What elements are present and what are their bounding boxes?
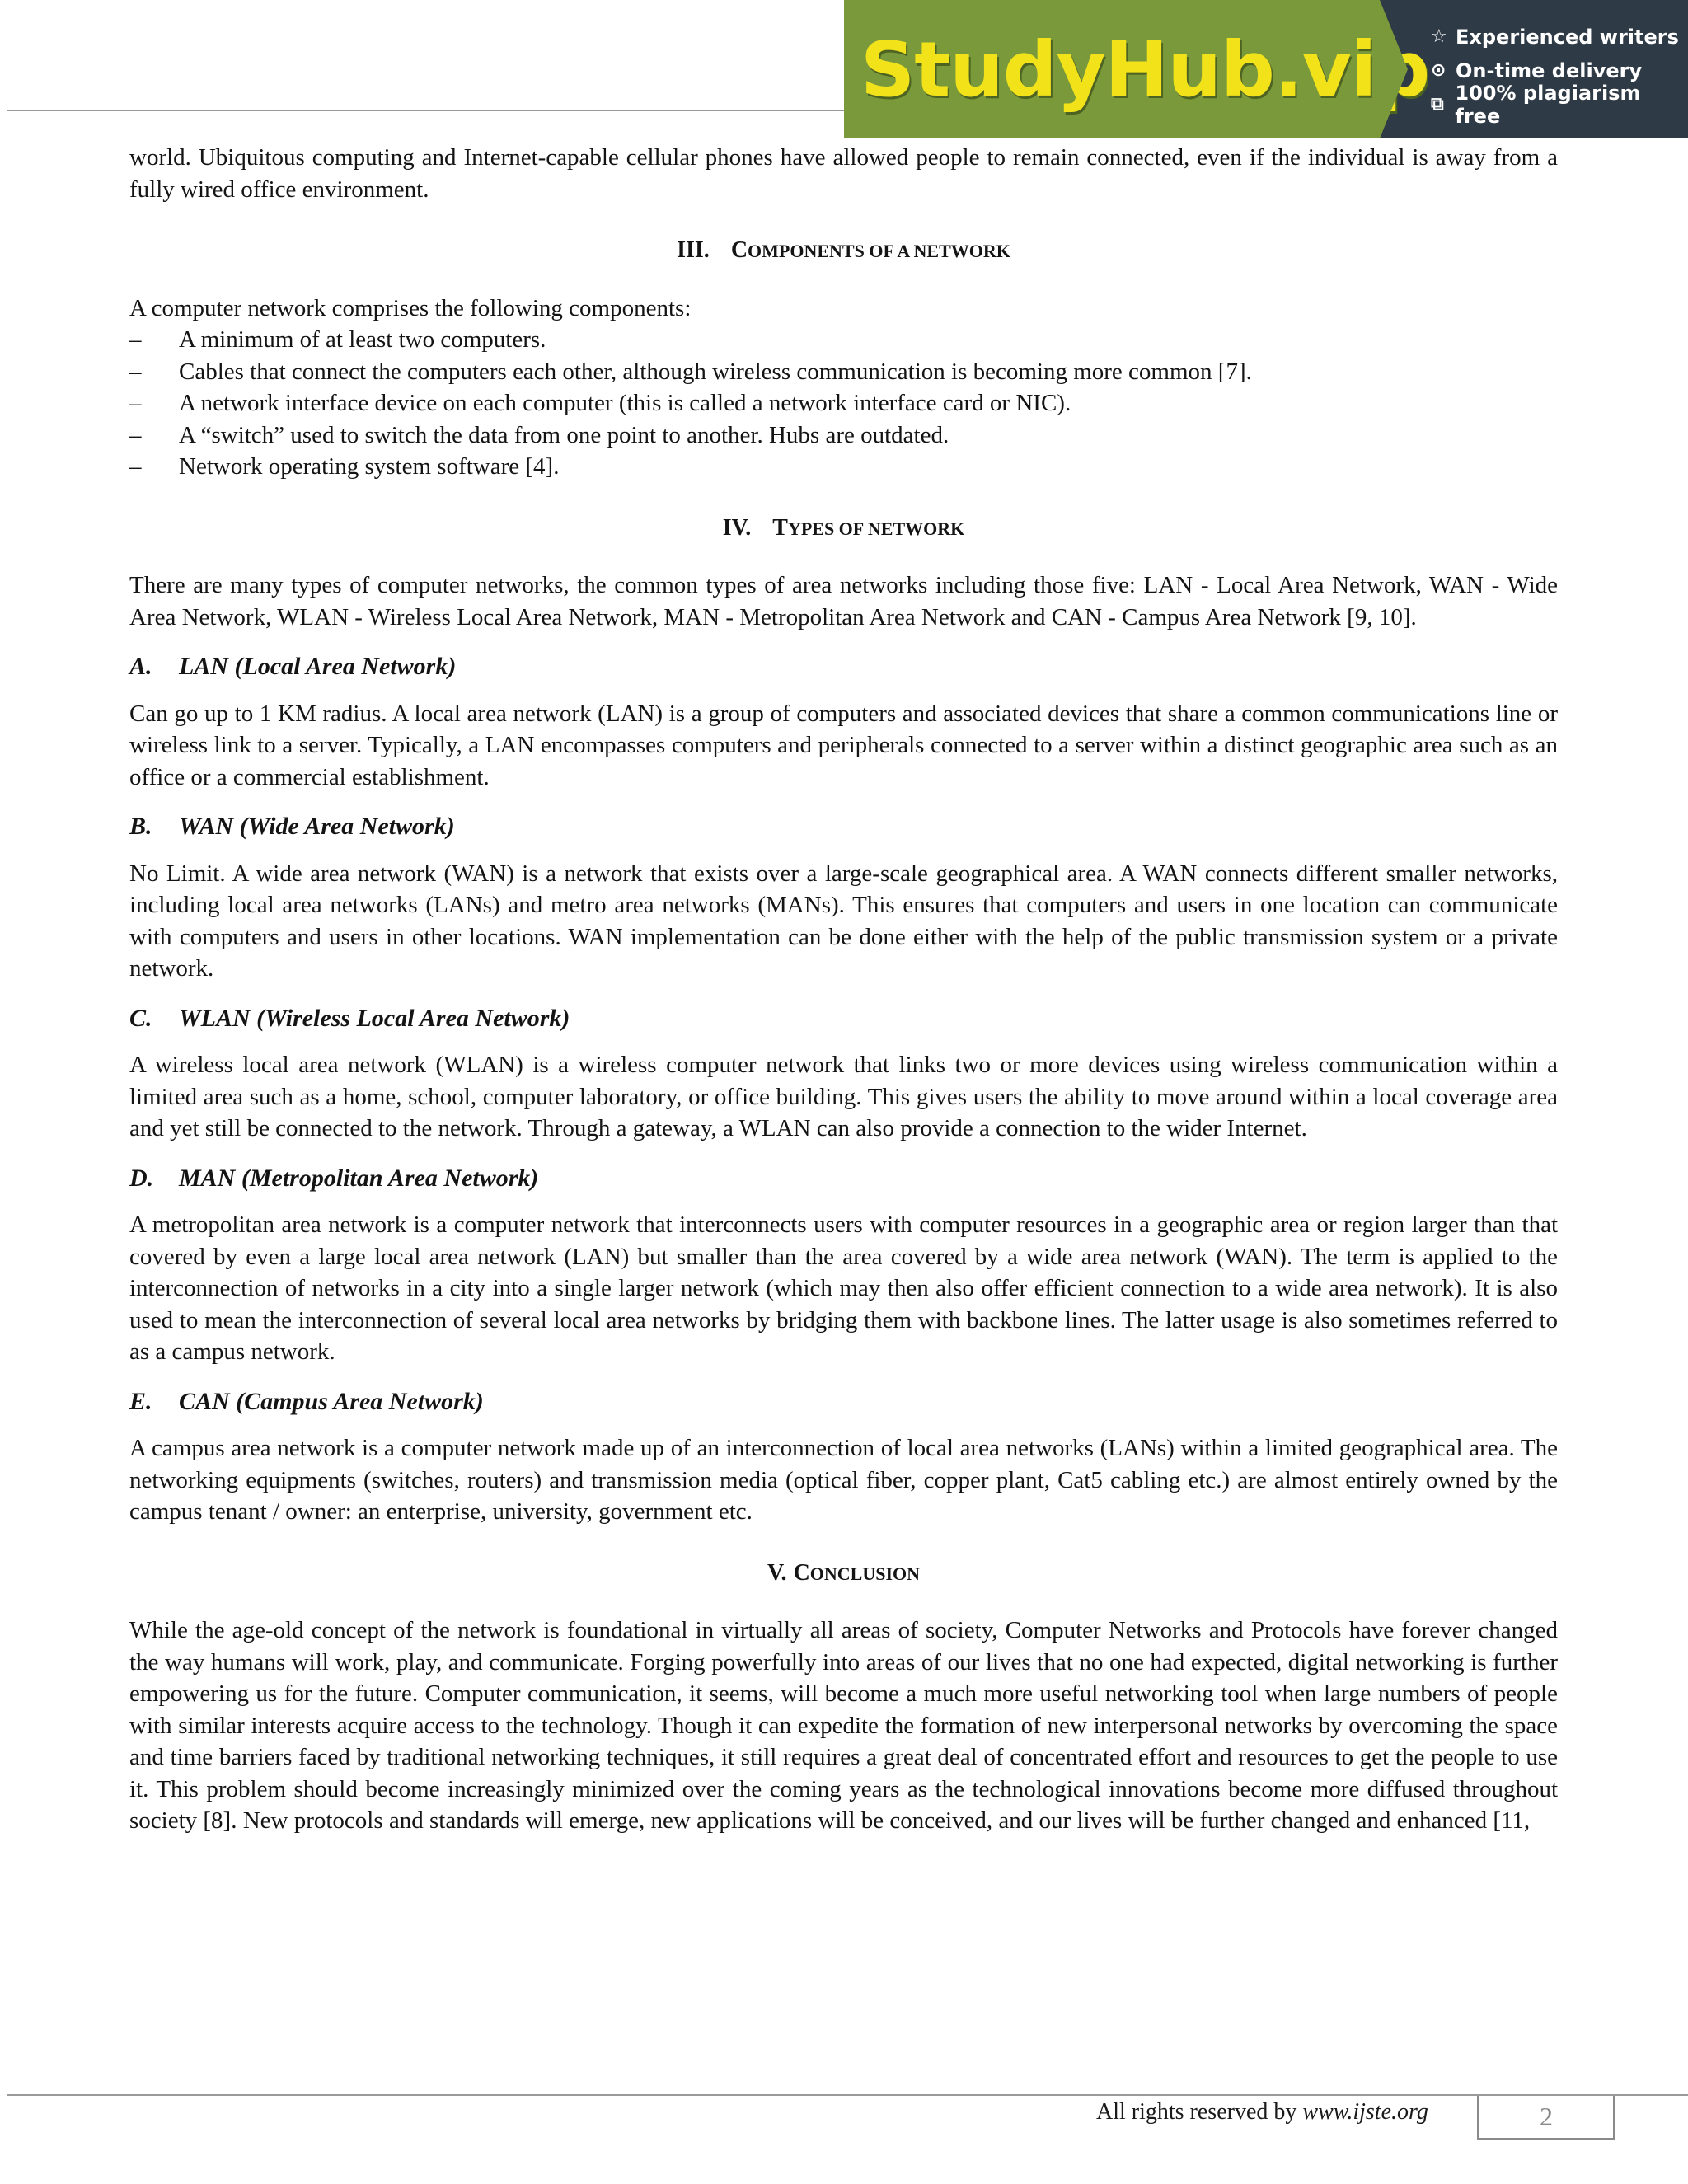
header-rule bbox=[7, 110, 847, 111]
subsection-title: WLAN (Wireless Local Area Network) bbox=[179, 1004, 570, 1032]
list-item-text: A network interface device on each computer (this is called a network interface card or NIC). bbox=[179, 390, 1071, 416]
list-item bbox=[129, 356, 1558, 388]
subsection-letter: A. bbox=[129, 653, 152, 680]
can-paragraph: A campus area network is a computer network made up of an interconnection of local area networks (LANs) within a limited geographical area. The networking equipments (switches, routers) and transmission media (optical fiber, copper plant, Cat5 cabling etc.) are almost entirely owned by the campus tenant / owner: an enterprise, university, government etc. bbox=[129, 1435, 1558, 1525]
subsection-letter: B. bbox=[129, 813, 152, 840]
logo-text: StudyHub.vip bbox=[860, 25, 1430, 114]
section-heading-components bbox=[129, 235, 1558, 268]
subsection-heading-lan bbox=[129, 651, 1558, 683]
intro-paragraph: world. Ubiquitous computing and Internet-capable cellular phones have allowed people to remain connected, even if the individual is away from a fully wired office environment. bbox=[129, 144, 1558, 203]
section-title-rest: ONCLUSION bbox=[809, 1563, 921, 1584]
section-title-initial: C bbox=[730, 237, 748, 263]
subsection-letter: D. bbox=[129, 1164, 154, 1192]
feature-item bbox=[1431, 81, 1688, 128]
subsection-title: CAN (Campus Area Network) bbox=[179, 1387, 484, 1415]
subsection-heading-wan bbox=[129, 811, 1558, 843]
section-title-rest: OMPONENTS OF A NETWORK bbox=[748, 241, 1010, 261]
dash-bullet: – bbox=[129, 453, 142, 480]
feature-label: Experienced writers bbox=[1456, 25, 1679, 49]
subsection-title: MAN (Metropolitan Area Network) bbox=[179, 1164, 539, 1192]
conclusion-paragraph: While the age-old concept of the network is foundational in virtually all areas of society, Computer Networks and Protocols have forever changed the way humans will work, play, and communicate. Forging powerfully into areas of our lives that no one had expected, digital networking is further empowering us for the future. Computer communication, it seems, will become a much more useful networking tool when large numbers of people with similar interests acquire access to the technology. Though it can expedite the formation of new interpersonal networks by overcoming the space and time barriers faced by traditional networking techniques, it still requires a great deal of concentrated effort and resources to get the people to use it. This problem should become increasingly minimized over the coming years as the technological innovations become more diffused throughout society [8]. New protocols and standards will emerge, new applications will be conceived, and our lives will be further changed and enhanced [11, bbox=[129, 1617, 1558, 1834]
section-number: V. bbox=[767, 1559, 787, 1586]
page-content bbox=[129, 142, 1558, 1837]
feature-item bbox=[1431, 20, 1688, 54]
section-heading-conclusion bbox=[129, 1558, 1558, 1591]
section-heading-types bbox=[129, 513, 1558, 546]
footer-rule bbox=[7, 2094, 1688, 2096]
subsection-letter: E. bbox=[129, 1387, 152, 1415]
subsection-letter: C. bbox=[129, 1004, 152, 1032]
page-number: 2 bbox=[1477, 2096, 1615, 2140]
list-item bbox=[129, 324, 1558, 356]
subsection-title: LAN (Local Area Network) bbox=[179, 653, 457, 680]
subsection-title: WAN (Wide Area Network) bbox=[179, 813, 455, 840]
subsection-heading-can bbox=[129, 1386, 1558, 1418]
section-title-initial: T bbox=[772, 514, 788, 541]
dash-bullet: – bbox=[129, 358, 142, 385]
components-list bbox=[129, 324, 1558, 483]
list-item-text: A “switch” used to switch the data from one point to another. Hubs are outdated. bbox=[179, 421, 950, 448]
components-lead: A computer network comprises the following components: bbox=[129, 294, 692, 321]
section-number: III. bbox=[677, 237, 710, 263]
dash-bullet: – bbox=[129, 421, 142, 448]
dash-bullet: – bbox=[129, 390, 142, 416]
list-item bbox=[129, 451, 1558, 483]
section-title-initial: C bbox=[793, 1559, 810, 1586]
subsection-heading-man bbox=[129, 1163, 1558, 1195]
dash-bullet: – bbox=[129, 326, 142, 353]
footer-link[interactable]: www.ijste.org bbox=[1302, 2099, 1428, 2125]
list-item bbox=[129, 387, 1558, 419]
list-item-text: Network operating system software [4]. bbox=[179, 453, 560, 480]
feature-label: On-time delivery bbox=[1456, 59, 1643, 82]
list-item-text: Cables that connect the computers each other, although wireless communication is becoming more common [7]. bbox=[179, 358, 1252, 385]
lan-paragraph: Can go up to 1 KM radius. A local area network (LAN) is a group of computers and associated devices that share a common communications line or wireless link to a server. Typically, a LAN encompasses computers and peripherals connected to a server within a distinct geographic area such as an office or a commercial establishment. bbox=[129, 700, 1558, 790]
studyhub-banner[interactable] bbox=[844, 0, 1688, 138]
wan-paragraph: No Limit. A wide area network (WAN) is a network that exists over a large-scale geographical area. A WAN connects different smaller networks, including local area networks (LANs) and metro area networks (MANs). This ensures that computers and users in one location can communicate with computers and users in other locations. WAN implementation can be done either with the help of the public transmission system or a private network. bbox=[129, 860, 1558, 982]
section-number: IV. bbox=[722, 514, 752, 541]
subsection-heading-wlan bbox=[129, 1003, 1558, 1035]
feature-label: 100% plagiarism free bbox=[1455, 81, 1641, 128]
copy-icon: ⧉ bbox=[1431, 94, 1444, 115]
banner-logo[interactable] bbox=[844, 0, 1430, 138]
clock-icon: ⊙ bbox=[1431, 60, 1447, 81]
man-paragraph: A metropolitan area network is a computer network that interconnects users with computer resources in a geographic area or region larger than that covered by even a large local area network (LAN) but smaller than the area covered by a wide area network (WAN). The term is applied to the interconnection of networks in a city into a single larger network (which may then also offer efficient connection to a wide area network). It is also used to mean the interconnection of several local area networks by bridging them with backbone lines. The latter usage is also sometimes referred to as a campus network. bbox=[129, 1212, 1558, 1365]
wlan-paragraph: A wireless local area network (WLAN) is a wireless computer network that links two or more devices using wireless communication within a limited area such as a home, school, computer laboratory, or office building. This gives users the ability to move around within a local coverage area and yet still be connected to the network. Through a gateway, a WLAN can also provide a connection to the wider Internet. bbox=[129, 1052, 1558, 1141]
list-item-text: A minimum of at least two computers. bbox=[179, 326, 546, 353]
section-title-rest: YPES OF NETWORK bbox=[787, 518, 965, 539]
footer-rights bbox=[1096, 2099, 1428, 2125]
rights-text: All rights reserved by bbox=[1096, 2099, 1303, 2125]
star-icon: ☆ bbox=[1431, 26, 1447, 47]
list-item bbox=[129, 419, 1558, 452]
types-lead: There are many types of computer networks, the common types of area networks including those five: LAN - Local Area Network, WAN - Wide Area Network, WLAN - Wireless Local Area Network, MAN - Metropolitan Area Network and CAN - Campus Area Network [9, 10]. bbox=[129, 572, 1558, 630]
